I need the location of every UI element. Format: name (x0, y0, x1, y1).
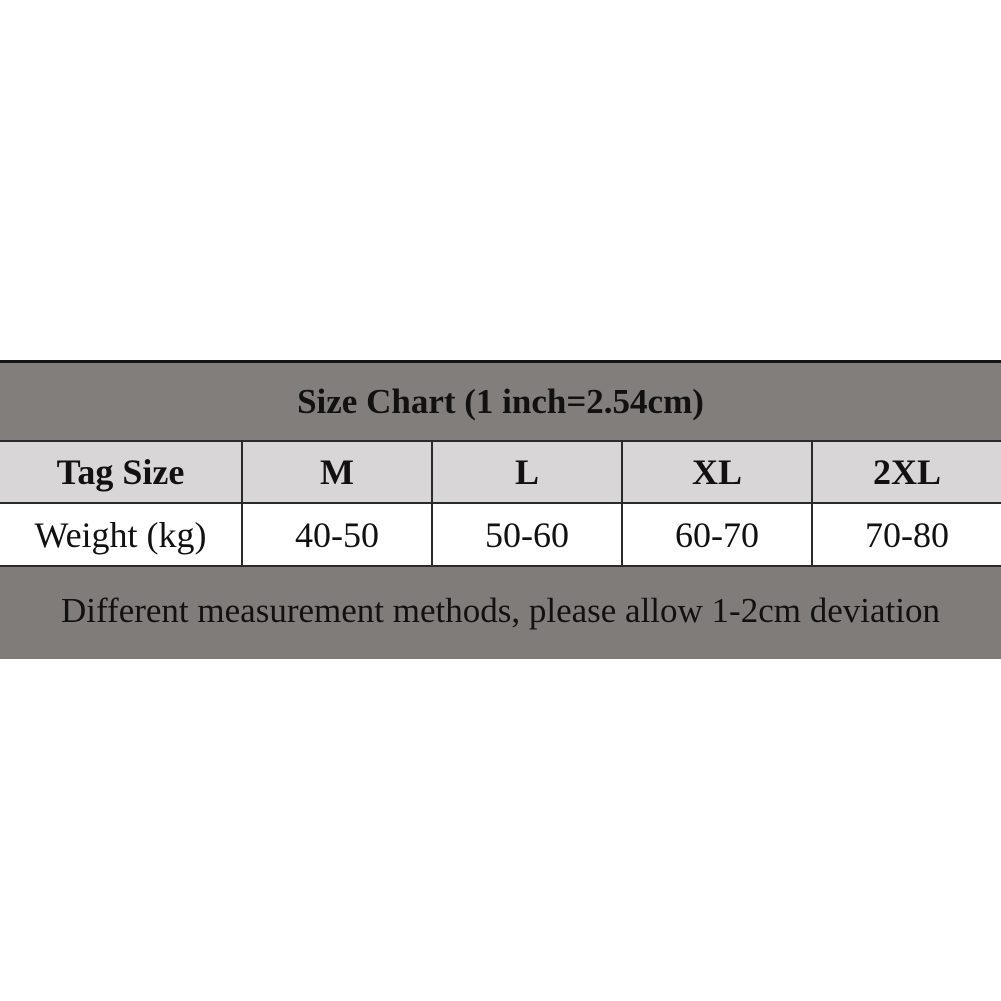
size-cell-xl: XL (623, 442, 813, 502)
weight-cell-l: 50-60 (433, 504, 623, 565)
size-cell-m: M (243, 442, 433, 502)
size-cell-2xl: 2XL (872, 452, 941, 492)
weight-cell-m: 40-50 (243, 504, 433, 565)
table-header-row (0, 442, 1001, 504)
header-label-cell: Tag Size (0, 442, 243, 502)
table-row (0, 504, 1001, 567)
weight-cell-2xl: 70-80 (865, 514, 949, 555)
measurement-note: Different measurement methods, please allow 1-2cm deviation (0, 567, 1001, 659)
size-chart-table (0, 360, 1001, 659)
weight-cell-xl: 60-70 (623, 504, 813, 565)
row-label-cell: Weight (kg) (0, 504, 243, 565)
size-cell-l: L (433, 442, 623, 502)
table-title: Size Chart (1 inch=2.54cm) (0, 360, 1001, 442)
